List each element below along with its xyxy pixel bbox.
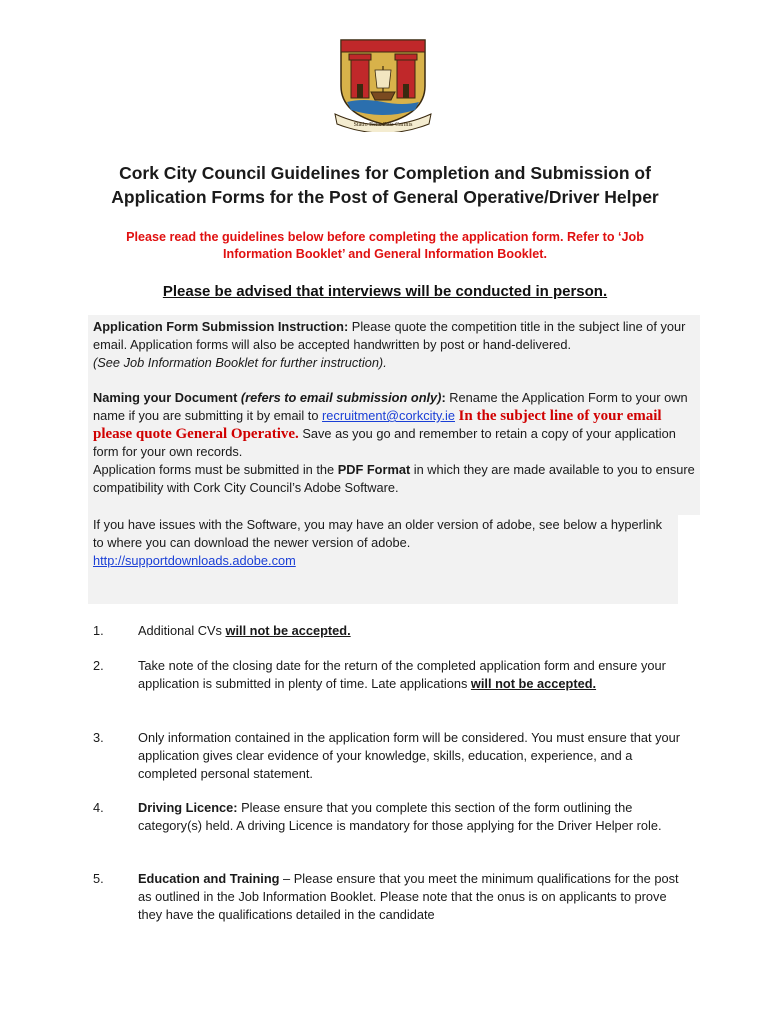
- pdf-format: PDF Format: [337, 462, 411, 477]
- list-number: 5.: [93, 871, 104, 886]
- warning-line-2: Information Booklet’ and General Information Booklet.: [223, 247, 547, 261]
- item-text: Take note of the closing date for the return of the completed application form and ensure your application is submitted in plenty of time. Late applications: [138, 658, 666, 691]
- warning-notice: [90, 229, 680, 263]
- recruitment-email-link[interactable]: recruitment@corkcity.ie: [322, 408, 455, 423]
- title-line-1: Cork City Council Guidelines for Completion and Submission of: [119, 163, 651, 183]
- item-heading: Driving Licence:: [138, 800, 238, 815]
- naming-instruction: Naming your Document (refers to email submission only): Rename the Application Form to your own name if you are submitting it by email to recruitment@corkcity.ie In the subject line of your email please quote General Operative. Save as you go and remember to retain a copy of your application form for your own records. Application forms must be submitted in the PDF Format in which they are made available to you to ensure compatibility with Cork City Council’s Adobe Software.: [93, 390, 695, 495]
- item-emphasis: will not be accepted.: [470, 676, 597, 691]
- naming-text-3b: in which they are made available to you to ensure compatibility with Cork City Council’s Adobe Software.: [93, 462, 695, 495]
- submission-note: (See Job Information Booklet for further instruction).: [93, 355, 387, 370]
- naming-text-3a: Application forms must be submitted in the: [93, 462, 335, 477]
- crest-motto: Statio Bene Fida Carinis: [353, 122, 413, 128]
- software-instruction: [93, 516, 673, 570]
- list-number: 4.: [93, 800, 104, 815]
- item-text: Please ensure that you complete this section of the form outlining the category(s) held. A driving Licence is mandatory for those applying for the Driver Helper role.: [138, 800, 662, 833]
- item-heading: Education and Training: [138, 871, 280, 886]
- software-text: If you have issues with the Software, you may have an older version of adobe, see below a hyperlink to where you can download the newer version of adobe.: [93, 517, 663, 550]
- submission-text: Please quote the competition title in the subject line of your email. Application forms will also be accepted handwritten by post or hand-delivered.: [93, 319, 686, 352]
- list-number: 3.: [93, 730, 104, 745]
- warning-line-1: Please read the guidelines below before completing the application form. Refer to ‘Job: [126, 230, 644, 244]
- naming-heading: Naming your Document: [93, 390, 238, 405]
- subject-line-instruction: In the subject line of your email please quote General Operative.: [93, 408, 662, 442]
- interview-notice: Please be advised that interviews will be conducted in person.: [162, 283, 608, 300]
- naming-heading-note: (refers to email submission only): [240, 390, 442, 405]
- item-emphasis: will not be accepted.: [225, 623, 351, 638]
- page-title: [70, 161, 700, 209]
- title-line-2: Application Forms for the Post of General Operative/Driver Helper: [111, 187, 659, 207]
- item-text: – Please ensure that you meet the minimum qualifications for the post as outlined in the Job Information Booklet. Please note that the onus is on applicants to prove they have the qualifications detailed in the candidate: [138, 871, 679, 922]
- submission-heading: Application Form Submission Instruction:: [93, 319, 349, 334]
- cork-city-crest-icon: [333, 36, 433, 132]
- item-text: Only information contained in the application form will be considered. You must ensure that your application gives clear evidence of your knowledge, skills, education, experience, and a completed personal statement.: [138, 730, 681, 781]
- adobe-download-link[interactable]: http://supportdownloads.adobe.com: [93, 553, 296, 568]
- item-text: Additional CVs: [138, 623, 222, 638]
- naming-text-1: Rename the Application Form to your own name if you are submitting it by email to: [93, 390, 688, 423]
- naming-text-2: Save as you go and remember to retain a copy of your application form for your own records.: [93, 426, 676, 459]
- submission-instruction: [93, 318, 698, 372]
- list-number: 2.: [93, 658, 104, 673]
- list-number: 1.: [93, 623, 104, 638]
